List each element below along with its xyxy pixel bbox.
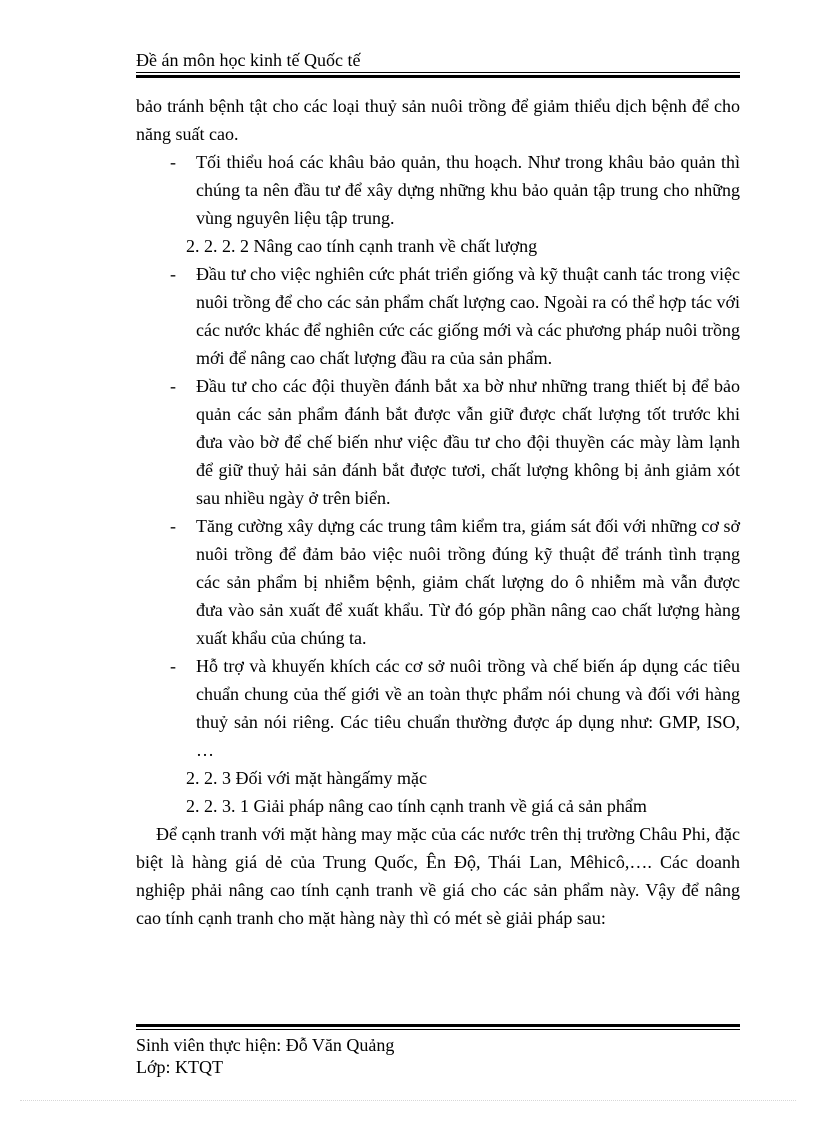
header-rule-thin bbox=[136, 72, 740, 73]
intro-paragraph: bảo tránh bệnh tật cho các loại thuỷ sản nuôi trồng để giảm thiểu dịch bệnh để cho năng suất cao. bbox=[136, 96, 740, 144]
footer-rule-thick bbox=[136, 1024, 740, 1027]
footer-rule-thin bbox=[136, 1029, 740, 1030]
bullet-text: Tăng cường xây dựng các trung tâm kiểm tra, giám sát đối với những cơ sở nuôi trồng để đảm bảo việc nuôi trồng đúng kỹ thuật để tránh tình trạng các sản phẩm bị nhiễm bệnh, giảm chất lượng do ô nhiễm mà vẫn được đưa vào sản xuất để xuất khẩu. Từ đó góp phần nâng cao chất lượng hàng xuất khẩu của chúng ta. bbox=[196, 516, 740, 648]
section-heading-2-2-2-2: 2. 2. 2. 2 Nâng cao tính cạnh tranh về chất lượng bbox=[186, 236, 538, 256]
closing-paragraph: Để cạnh tranh với mặt hàng may mặc của các nước trên thị trường Châu Phi, đặc biệt là hàng giá dẻ của Trung Quốc, Ên Độ, Thái Lan, Mêhicô,…. Các doanh nghiệp phải nâng cao tính cạnh tranh về giá cho các sản phẩm này. Vậy để nâng cao tính cạnh tranh cho mặt hàng này thì có mét sè giải pháp sau: bbox=[136, 824, 740, 928]
bullet-item bbox=[136, 260, 740, 372]
bullet-item bbox=[136, 148, 740, 232]
section-heading-2-2-3: 2. 2. 3 Đối với mặt hàngấmy mặc bbox=[186, 768, 427, 788]
footer-class: Lớp: KTQT bbox=[136, 1057, 224, 1077]
bullet-dash: - bbox=[170, 264, 176, 284]
bullet-text: Đầu tư cho việc nghiên cức phát triển giống và kỹ thuật canh tác trong việc nuôi trồng để cho các sản phẩm chất lượng cao. Ngoài ra có thể hợp tác với các nước khác để nghiên cức các giống mới và các phương pháp nuôi trồng mới để nâng cao chất lượng đầu ra của sản phẩm. bbox=[196, 264, 740, 368]
bullet-item bbox=[136, 512, 740, 652]
bullet-dash: - bbox=[170, 376, 176, 396]
bullet-item bbox=[136, 372, 740, 512]
bullet-item bbox=[136, 652, 740, 764]
section-heading-2-2-3-1: 2. 2. 3. 1 Giải pháp nâng cao tính cạnh tranh về giá cả sản phẩm bbox=[186, 796, 647, 816]
bullet-text: Tối thiểu hoá các khâu bảo quản, thu hoạch. Như trong khâu bảo quản thì chúng ta nên đầu tư để xây dựng những khu bảo quản tập trung cho những vùng nguyên liệu tập trung. bbox=[196, 152, 740, 228]
bullet-text: Hỗ trợ và khuyến khích các cơ sở nuôi trồng và chế biến áp dụng các tiêu chuẩn chung của thế giới về an toàn thực phẩm nói chung và đối với hàng thuỷ sản nói riêng. Các tiêu chuẩn thường được áp dụng như: GMP, ISO, … bbox=[196, 656, 740, 760]
footer-student: Sinh viên thực hiện: Đỗ Văn Quảng bbox=[136, 1035, 395, 1055]
page-header-title: Đề án môn học kinh tế Quốc tế bbox=[136, 50, 361, 70]
page-bottom-dotted-line bbox=[20, 1100, 796, 1101]
bullet-text: Đầu tư cho các đội thuyền đánh bắt xa bờ như những trang thiết bị để bảo quản các sản phẩm đánh bắt được vẫn giữ được chất lượng tốt trước khi đưa vào bờ để chế biến như việc đầu tư cho đội thuyền các mày làm lạnh để giữ thuỷ hải sản đánh bắt được tươi, chất lượng không bị ảnh giảm xót sau nhiều ngày ở trên biển. bbox=[196, 376, 740, 508]
bullet-dash: - bbox=[170, 516, 176, 536]
bullet-dash: - bbox=[170, 656, 176, 676]
bullet-dash: - bbox=[170, 152, 176, 172]
document-body bbox=[136, 92, 740, 932]
header-rule-thick bbox=[136, 75, 740, 78]
